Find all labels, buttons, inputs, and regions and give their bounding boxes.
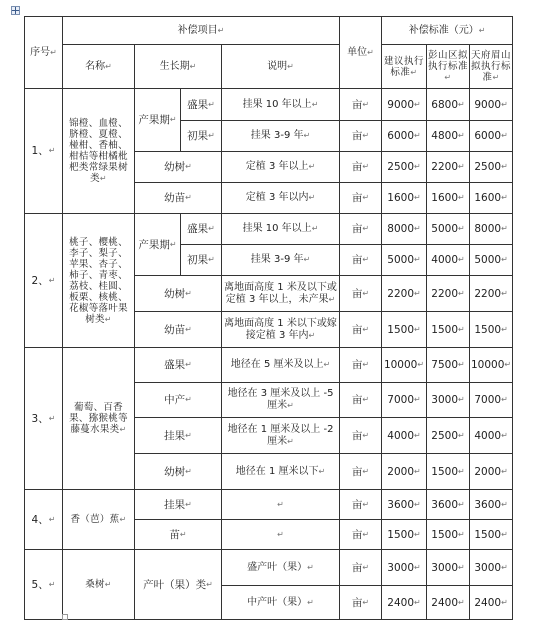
- table-row: [25, 348, 513, 383]
- std3-value: 2200↵: [470, 276, 513, 312]
- description-cell: 定植 3 年以内↵: [222, 183, 340, 214]
- std2-value: 1500↵: [427, 454, 470, 490]
- header-std-group: 补偿标准（元）↵: [382, 17, 513, 45]
- seq-cell: 5、↵: [25, 550, 63, 620]
- std2-value: 4800↵: [427, 121, 470, 152]
- stage-cell: 初果↵: [181, 245, 222, 276]
- std2-value: 7500↵: [427, 348, 470, 383]
- std3-value: 1500↵: [470, 520, 513, 550]
- header-std3: 天府眉山拟执行标准↵: [470, 45, 513, 89]
- std3-value: 2500↵: [470, 152, 513, 183]
- producing-period-cell: 产果期↵: [135, 89, 181, 152]
- std3-value: 8000↵: [470, 214, 513, 245]
- seq-cell: 4、↵: [25, 490, 63, 550]
- stage-cell: 盛果↵: [181, 89, 222, 121]
- unit-cell: 亩↵: [340, 214, 382, 245]
- unit-cell: 亩↵: [340, 383, 382, 418]
- unit-cell: 亩↵: [340, 152, 382, 183]
- unit-cell: 亩↵: [340, 183, 382, 214]
- std3-value: 5000↵: [470, 245, 513, 276]
- seq-cell: 2、↵: [25, 214, 63, 348]
- std3-value: 2000↵: [470, 454, 513, 490]
- stage-cell: 幼树↵: [135, 454, 222, 490]
- std2-value: 5000↵: [427, 214, 470, 245]
- std3-value: 6000↵: [470, 121, 513, 152]
- header-seq: 序号↵: [25, 17, 63, 89]
- std2-value: 1500↵: [427, 520, 470, 550]
- std2-value: 1500↵: [427, 312, 470, 348]
- std1-value: 2400↵: [382, 586, 427, 620]
- producing-period-cell: 产果期↵: [135, 214, 181, 276]
- std3-value: 1500↵: [470, 312, 513, 348]
- stage-cell: 盛果↵: [135, 348, 222, 383]
- description-cell: 地径在 5 厘米及以上↵: [222, 348, 340, 383]
- stage-cell: 苗↵: [135, 520, 222, 550]
- std3-value: 3000↵: [470, 550, 513, 586]
- description-cell: 地径在 1 厘米以下↵: [222, 454, 340, 490]
- std2-value: 3000↵: [427, 550, 470, 586]
- std2-value: 2200↵: [427, 152, 470, 183]
- unit-cell: 亩↵: [340, 550, 382, 586]
- stage-cell: 挂果↵: [135, 418, 222, 454]
- std3-value: 4000↵: [470, 418, 513, 454]
- description-cell: 地径在 3 厘米及以上 -5 厘米↵: [222, 383, 340, 418]
- std1-value: 1500↵: [382, 520, 427, 550]
- unit-cell: 亩↵: [340, 348, 382, 383]
- header-items-group: 补偿项目↵: [63, 17, 340, 45]
- std2-value: 2400↵: [427, 586, 470, 620]
- name-cell: 香（芭）蕉↵: [63, 490, 135, 550]
- unit-cell: 亩↵: [340, 121, 382, 152]
- end-of-table-mark: [62, 614, 68, 620]
- std3-value: 3600↵: [470, 490, 513, 520]
- stage-cell: 幼树↵: [135, 152, 222, 183]
- name-cell: 桑树↵: [63, 550, 135, 620]
- description-cell: 离地面高度 1 米以下或嫁接定植 3 年内↵: [222, 312, 340, 348]
- unit-cell: 亩↵: [340, 312, 382, 348]
- stage-cell: 幼树↵: [135, 276, 222, 312]
- std1-value: 2500↵: [382, 152, 427, 183]
- description-cell: ↵: [222, 520, 340, 550]
- compensation-table: [24, 16, 513, 620]
- std1-value: 9000↵: [382, 89, 427, 121]
- std2-value: 3600↵: [427, 490, 470, 520]
- stage-cell: 中产↵: [135, 383, 222, 418]
- std2-value: 2200↵: [427, 276, 470, 312]
- unit-cell: 亩↵: [340, 454, 382, 490]
- header-unit: 单位↵: [340, 17, 382, 89]
- std2-value: 4000↵: [427, 245, 470, 276]
- std1-value: 1600↵: [382, 183, 427, 214]
- header-std2: 彭山区拟执行标准↵: [427, 45, 470, 89]
- table-row: [25, 214, 513, 245]
- std3-value: 7000↵: [470, 383, 513, 418]
- table-row: [25, 490, 513, 520]
- unit-cell: 亩↵: [340, 418, 382, 454]
- name-cell: 桃子、樱桃、李子、梨子、苹果、杏子、柿子、青枣、荔枝、桂圆、板栗、核桃、花椒等落叶果树类↵: [63, 214, 135, 348]
- description-cell: 挂果 3-9 年↵: [222, 121, 340, 152]
- std1-value: 7000↵: [382, 383, 427, 418]
- description-cell: 挂果 10 年以上↵: [222, 214, 340, 245]
- std1-value: 1500↵: [382, 312, 427, 348]
- header-std1: 建议执行标准↵: [382, 45, 427, 89]
- stage-cell: 初果↵: [181, 121, 222, 152]
- table-move-handle-icon[interactable]: [11, 6, 20, 15]
- description-cell: 挂果 3-9 年↵: [222, 245, 340, 276]
- unit-cell: 亩↵: [340, 490, 382, 520]
- stage-cell: 盛果↵: [181, 214, 222, 245]
- header-stage: 生长期↵: [135, 45, 222, 89]
- std1-value: 2200↵: [382, 276, 427, 312]
- seq-cell: 1、↵: [25, 89, 63, 214]
- seq-cell: 3、↵: [25, 348, 63, 490]
- std2-value: 6800↵: [427, 89, 470, 121]
- unit-cell: 亩↵: [340, 245, 382, 276]
- std3-value: 2400↵: [470, 586, 513, 620]
- description-cell: 离地面高度 1 米及以下或定植 3 年以上，未产果↵: [222, 276, 340, 312]
- std1-value: 10000↵: [382, 348, 427, 383]
- unit-cell: 亩↵: [340, 276, 382, 312]
- description-cell: 地径在 1 厘米及以上 -2 厘米↵: [222, 418, 340, 454]
- stage-cell: 挂果↵: [135, 490, 222, 520]
- std2-value: 3000↵: [427, 383, 470, 418]
- std2-value: 1600↵: [427, 183, 470, 214]
- std3-value: 10000↵: [470, 348, 513, 383]
- name-cell: 葡萄、百香果、猕猴桃等藤蔓水果类↵: [63, 348, 135, 490]
- description-cell: 中产叶（果）↵: [222, 586, 340, 620]
- description-cell: ↵: [222, 490, 340, 520]
- std3-value: 1600↵: [470, 183, 513, 214]
- description-cell: 挂果 10 年以上↵: [222, 89, 340, 121]
- std1-value: 3600↵: [382, 490, 427, 520]
- std3-value: 9000↵: [470, 89, 513, 121]
- unit-cell: 亩↵: [340, 520, 382, 550]
- std1-value: 5000↵: [382, 245, 427, 276]
- std2-value: 2500↵: [427, 418, 470, 454]
- name-cell: 锦橙、血橙、脐橙、夏橙、椪柑、香柚、柑桔等柑橘枇杷类常绿果树类↵: [63, 89, 135, 214]
- description-cell: 定植 3 年以上↵: [222, 152, 340, 183]
- std1-value: 8000↵: [382, 214, 427, 245]
- table-row: [25, 89, 513, 121]
- stage-cell: 产叶（果）类↵: [135, 550, 222, 620]
- std1-value: 6000↵: [382, 121, 427, 152]
- std1-value: 3000↵: [382, 550, 427, 586]
- std1-value: 2000↵: [382, 454, 427, 490]
- stage-cell: 幼苗↵: [135, 312, 222, 348]
- stage-cell: 幼苗↵: [135, 183, 222, 214]
- header-name: 名称↵: [63, 45, 135, 89]
- std1-value: 4000↵: [382, 418, 427, 454]
- description-cell: 盛产叶（果）↵: [222, 550, 340, 586]
- unit-cell: 亩↵: [340, 89, 382, 121]
- table-row: [25, 550, 513, 586]
- unit-cell: 亩↵: [340, 586, 382, 620]
- header-desc: 说明↵: [222, 45, 340, 89]
